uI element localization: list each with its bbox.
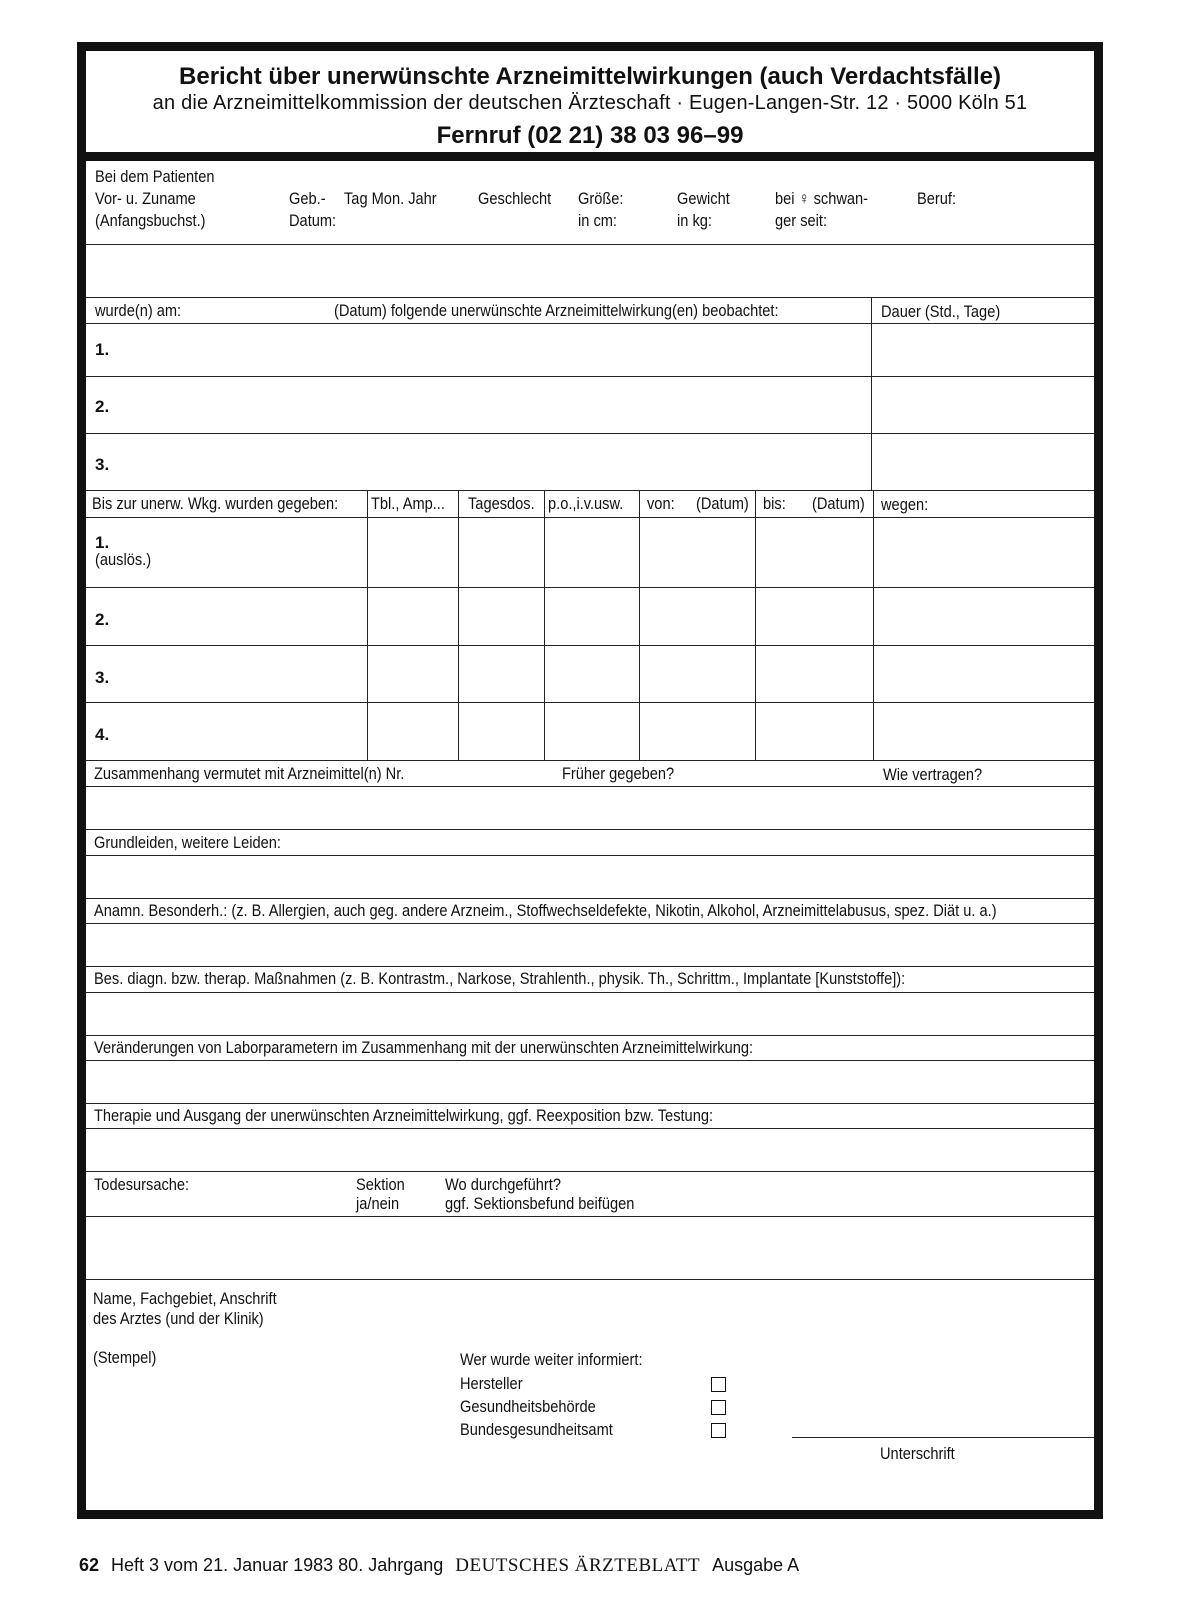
informed-option-label: Bundesgesundheitsamt [460, 1420, 613, 1439]
height-unit: in cm: [578, 211, 617, 230]
anamnesis-divider [86, 923, 1094, 924]
birth-label: Geb.- [289, 189, 326, 208]
relation-label: Zusammenhang vermutet mit Arzneimittel(n) Nr. [94, 764, 405, 783]
drug-row-number: 4. [95, 725, 110, 744]
informed-option-label: Gesundheitsbehörde [460, 1397, 596, 1416]
measures-entry-bottom [86, 1035, 1094, 1036]
pregnancy-sublabel: ger seit: [775, 211, 828, 230]
drug-form-header: Tbl., Amp... [371, 494, 445, 513]
edition-label: Ausgabe A [712, 1555, 800, 1575]
measures-label: Bes. diagn. bzw. therap. Maßnahmen (z. B. Kontrastm., Narkose, Strahlenth., physik. Th., Schrittm., Implantate [Kunststoffe]): [94, 969, 906, 988]
anamnesis-label: Anamn. Besonderh.: (z. B. Allergien, auch geg. andere Arzneim., Stoffwechseldefekte, Nikotin, Alkohol, Arzneimittelabusus, spez. Diät u. a.) [94, 901, 997, 920]
basic-disease-label: Grundleiden, weitere Leiden: [94, 833, 281, 852]
lab-changes-entry-bottom [86, 1103, 1094, 1104]
doctor-label: Name, Fachgebiet, Anschrift [93, 1289, 277, 1308]
form-phone: Fernruf (02 21) 38 03 96–99 [436, 122, 744, 149]
duration-label: Dauer (Std., Tage) [881, 302, 1001, 321]
issue-info: Heft 3 vom 21. Januar 1983 80. Jahrgang [111, 1555, 444, 1575]
death-divider [86, 1216, 1094, 1217]
weight-label: Gewicht [677, 189, 730, 208]
patient-entry-bottom [86, 297, 1094, 298]
death-cause-label: Todesursache: [94, 1175, 190, 1194]
therapy-divider [86, 1128, 1094, 1129]
observed-description-label: (Datum) folgende unerwünschte Arzneimittelwirkung(en) beobachtet: [334, 301, 779, 320]
drugs-header-bottom [86, 517, 1094, 518]
effect-row-number: 1. [95, 340, 110, 359]
patient-name-sublabel: (Anfangsbuchst.) [95, 211, 206, 230]
relation-divider [86, 786, 1094, 787]
federal-health-office-checkbox[interactable] [711, 1423, 726, 1438]
lab-changes-divider [86, 1060, 1094, 1061]
to-header: bis: [763, 494, 786, 513]
doctor-sublabel: des Arztes (und der Klinik) [93, 1309, 264, 1328]
autopsy-options: ja/nein [356, 1194, 400, 1213]
header-divider [86, 152, 1094, 161]
patient-name-label: Vor- u. Zuname [95, 189, 196, 208]
drug-row-number: 2. [95, 610, 110, 629]
health-authority-checkbox[interactable] [711, 1400, 726, 1415]
reason-header: wegen: [881, 495, 929, 514]
drugs-given-header: Bis zur unerw. Wkg. wurden gegeben: [92, 494, 339, 513]
effect-row-divider [86, 433, 1094, 434]
job-label: Beruf: [917, 189, 957, 208]
sex-label: Geschlecht [478, 189, 552, 208]
weight-unit: in kg: [677, 211, 712, 230]
drugs-column-divider [873, 490, 874, 760]
observed-date-label: wurde(n) am: [95, 301, 182, 320]
report-form [77, 42, 1103, 1519]
basic-disease-entry-bottom [86, 898, 1094, 899]
lab-changes-label: Veränderungen von Laborparametern im Zusammenhang mit der unerwünschten Arzneimittelwirkung: [94, 1038, 754, 1057]
death-entry-bottom [86, 1279, 1094, 1280]
autopsy-report-note: ggf. Sektionsbefund beifügen [445, 1194, 635, 1213]
drug-row-number: 3. [95, 668, 110, 687]
birth-sublabel: Datum: [289, 211, 337, 230]
effect-table-bottom [86, 490, 1094, 491]
autopsy-location-label: Wo durchgeführt? [445, 1175, 561, 1194]
autopsy-label: Sektion [356, 1175, 405, 1194]
pregnancy-label: bei ♀ schwan- [775, 189, 869, 208]
basic-disease-divider [86, 855, 1094, 856]
daily-dose-header: Tagesdos. [468, 494, 535, 513]
drug-row-divider [86, 587, 1094, 588]
drug-row-divider [86, 702, 1094, 703]
informed-title: Wer wurde weiter informiert: [460, 1350, 643, 1369]
effect-row-divider [86, 376, 1094, 377]
observed-header-bottom [86, 323, 1094, 324]
page-footer [79, 1554, 799, 1577]
route-header: p.o.,i.v.usw. [548, 494, 624, 513]
tolerated-label: Wie vertragen? [883, 765, 983, 784]
effect-row-number: 2. [95, 397, 110, 416]
stamp-label: (Stempel) [93, 1348, 157, 1367]
to-date-header: (Datum) [812, 494, 865, 513]
journal-name: DEUTSCHES ÄRZTEBLATT [455, 1555, 701, 1576]
height-label: Größe: [578, 189, 624, 208]
relation-entry-bottom [86, 829, 1094, 830]
therapy-entry-bottom [86, 1171, 1094, 1172]
manufacturer-checkbox[interactable] [711, 1377, 726, 1392]
form-title: Bericht über unerwünschte Arzneimittelwirkungen (auch Verdachtsfälle) [179, 63, 1001, 90]
from-date-header: (Datum) [696, 494, 749, 513]
measures-divider [86, 992, 1094, 993]
drugs-table-bottom [86, 760, 1094, 761]
drug-row-number: 1. [95, 533, 110, 552]
anamnesis-entry-bottom [86, 966, 1094, 967]
page-number: 62 [79, 1555, 100, 1575]
birth-date-parts: Tag Mon. Jahr [344, 189, 437, 208]
form-address: an die Arzneimittelkommission der deutschen Ärzteschaft · Eugen-Langen-Str. 12 · 5000 Köln 51 [152, 92, 1028, 114]
trigger-note: (auslös.) [95, 550, 152, 569]
signature-label: Unterschrift [880, 1444, 955, 1463]
earlier-given-label: Früher gegeben? [562, 764, 675, 783]
patient-intro: Bei dem Patienten [95, 167, 215, 186]
drugs-column-divider [367, 490, 368, 760]
drugs-column-divider [755, 490, 756, 760]
informed-option-label: Hersteller [460, 1374, 523, 1393]
therapy-label: Therapie und Ausgang der unerwünschten Arzneimittelwirkung, ggf. Reexposition bzw. Testung: [94, 1106, 714, 1125]
from-header: von: [647, 494, 675, 513]
drugs-column-divider [544, 490, 545, 760]
drugs-column-divider [639, 490, 640, 760]
effect-row-number: 3. [95, 455, 110, 474]
drug-row-divider [86, 645, 1094, 646]
signature-line [792, 1437, 1094, 1438]
patient-divider [86, 244, 1094, 245]
duration-column-divider [871, 297, 872, 490]
drugs-column-divider [458, 490, 459, 760]
